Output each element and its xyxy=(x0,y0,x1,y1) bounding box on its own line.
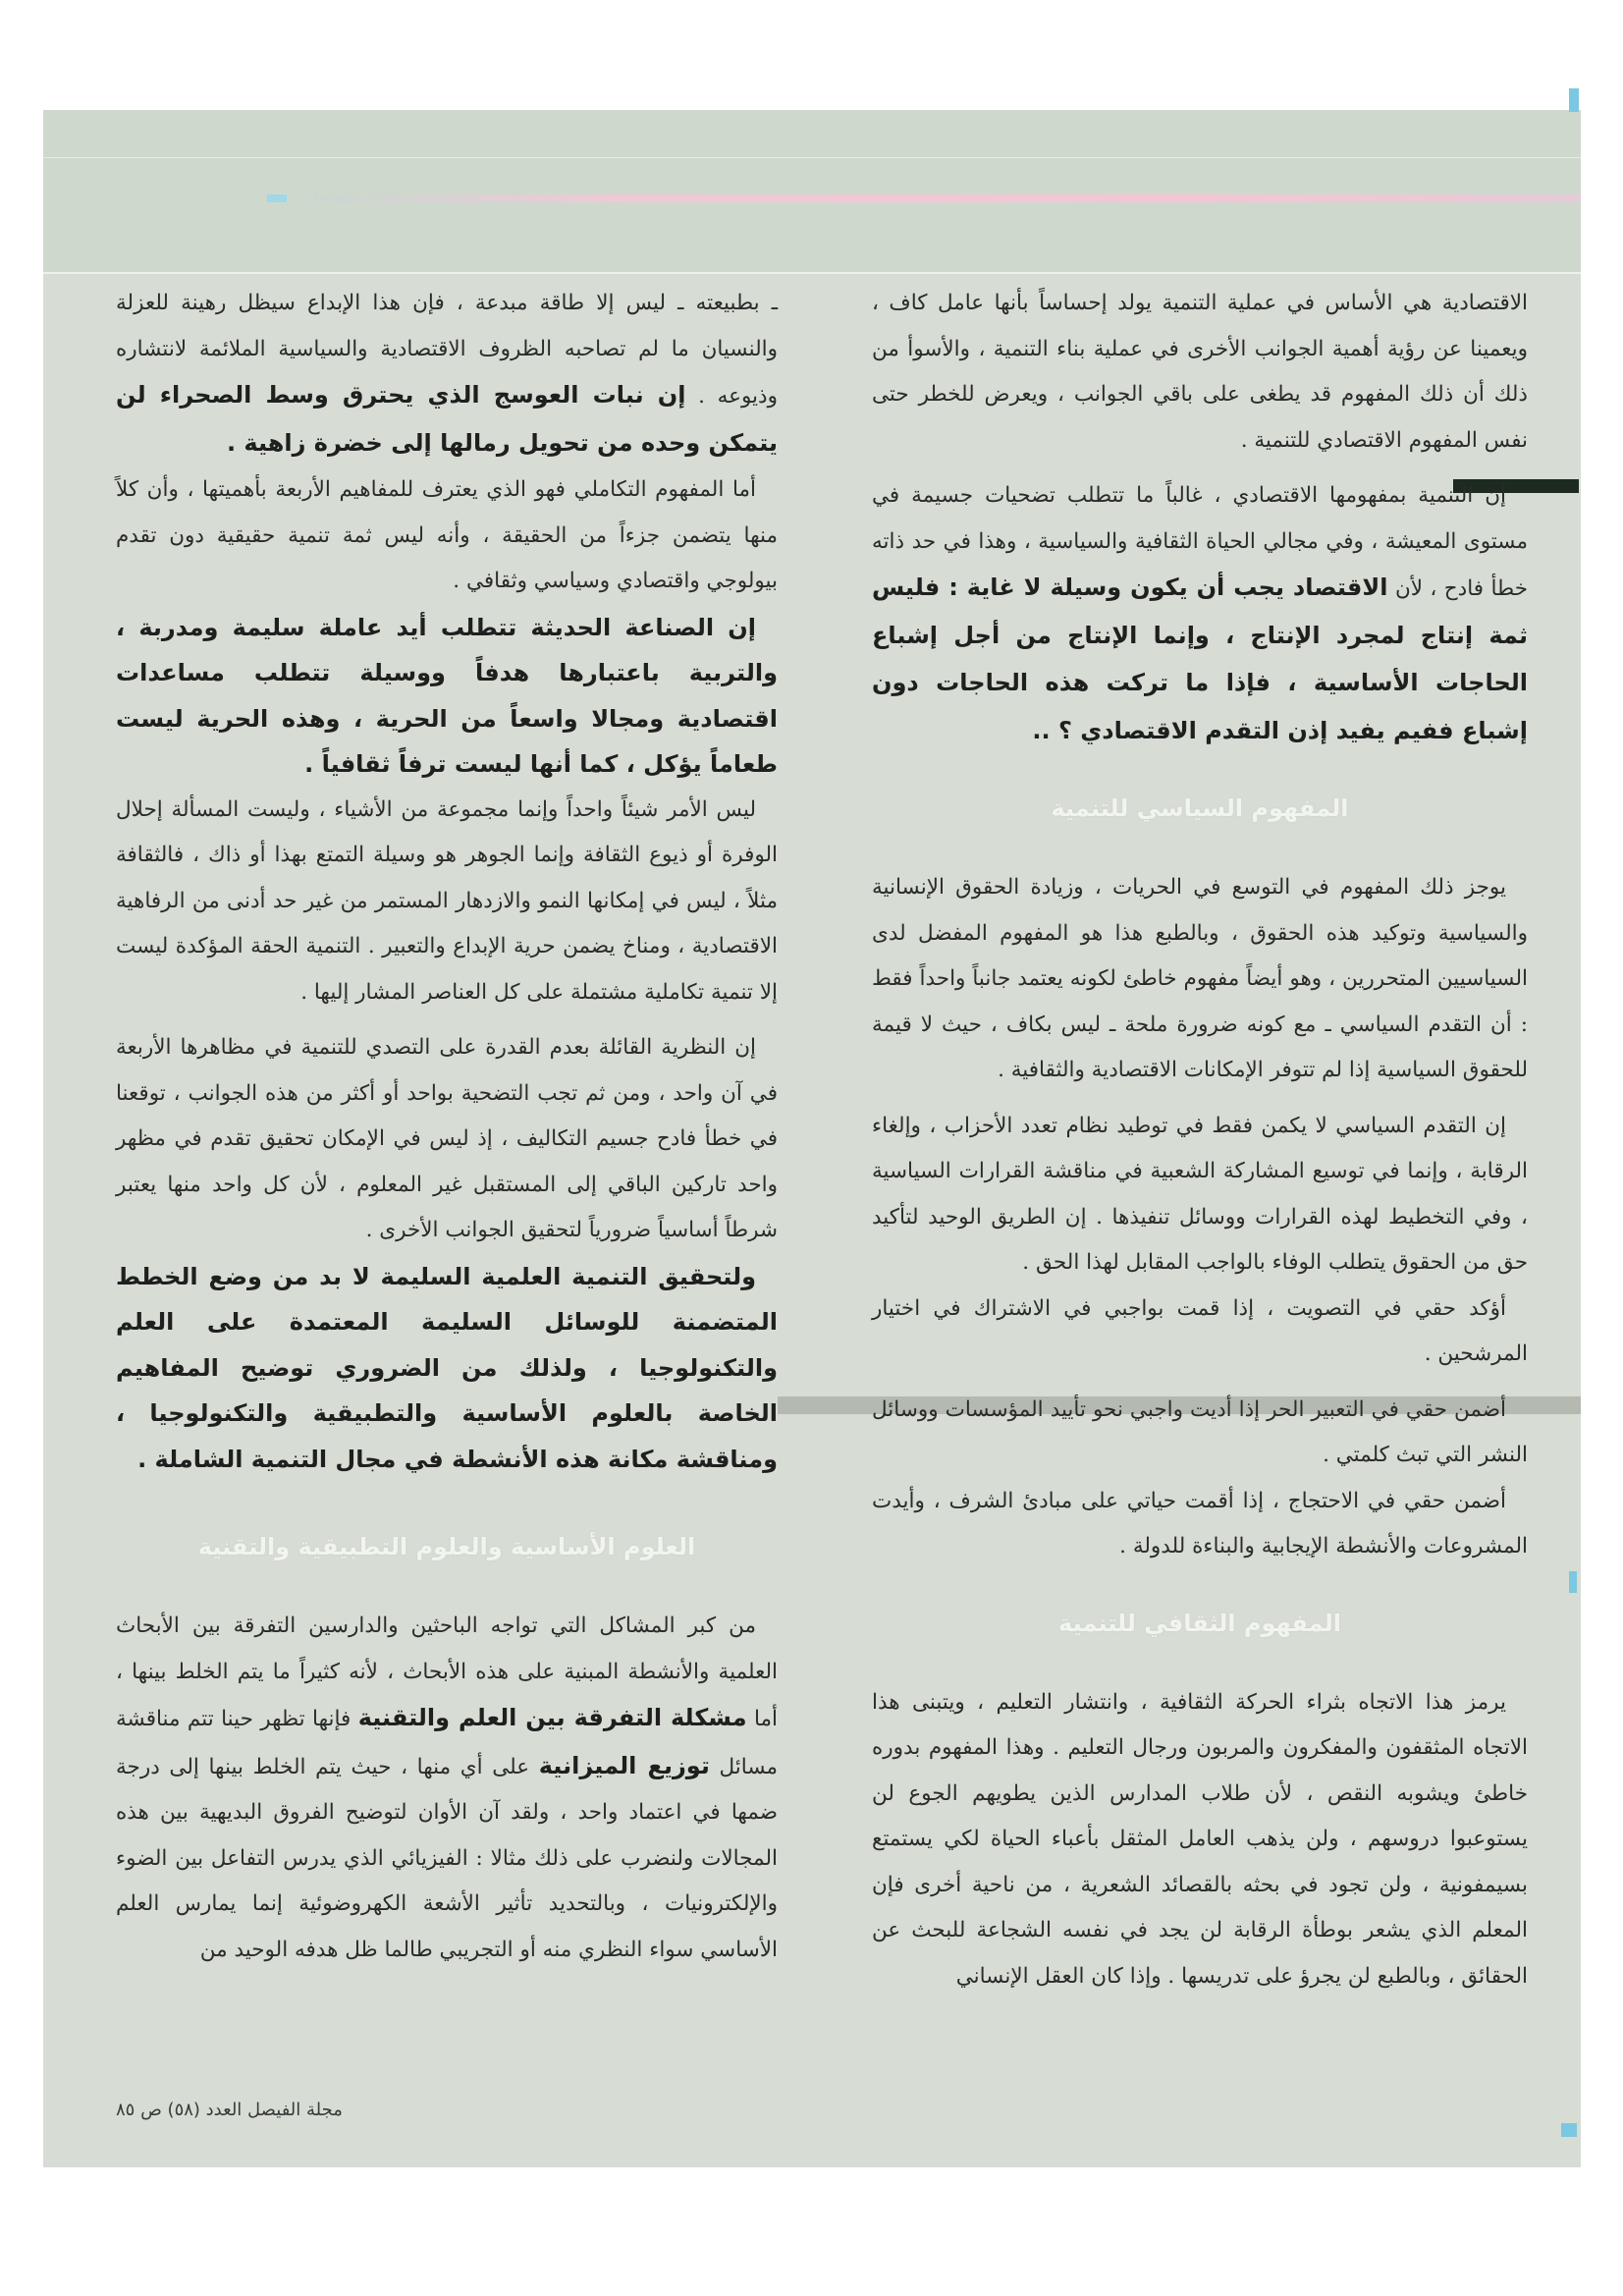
section-heading: المفهوم الثقافي للتنمية xyxy=(1058,1609,1341,1637)
bold-text: إن نبات العوسج الذي يحترق وسط الصحراء لن يتمكن وحده من تحويل رمالها إلى خضرة زاهية . xyxy=(116,381,778,457)
paragraph: إن التنمية بمفهومها الاقتصادي ، غالباً ما تتطلب تضحيات جسيمة في مستوى المعيشة ، وفي مجالي الحياة الثقافية والسياسية ، وهذا في حد ذاته خطأ فادح ، لأن الاقتصاد يجب أن يكون وسيلة لا غاية : فليس ثمة إنتاج لمجرد الإنتاج ، وإنما الإنتاج من أجل إشباع الحاجات الأساسية ، فإذا ما تركت هذه الحاجات دون إشباع ففيم يفيد إذن التقدم الاقتصادي ؟ .. xyxy=(872,483,1528,744)
page-footer: مجلة الفيصل العدد (٥٨) ص ٨٥ xyxy=(116,2100,343,2120)
paragraph: إن النظرية القائلة بعدم القدرة على التصدي للتنمية في مظاهرها الأربعة في آن واحد ، ومن ثم تجب التضحية بواحد أو أكثر من هذه الجوانب ، توقعنا في خطأ فادح جسيم التكاليف ، إذ ليس في الإمكان تحقيق تقدم في مظهر واحد تاركين الباقي إلى المستقبل غير المعلوم ، لأن كل واحد منها يعتبر شرطاً أساسياً ضرورياً لتحقيق الجوانب الأخرى . xyxy=(116,1035,778,1242)
rule-mark xyxy=(267,194,287,202)
paragraph: أضمن حقي في الاحتجاج ، إذا أقمت حياتي على مبادئ الشرف ، وأيدت المشروعات والأنشطة الإيجابية والبناءة للدولة . xyxy=(872,1488,1528,1558)
paragraph: ليس الأمر شيئاً واحداً وإنما مجموعة من الأشياء ، وليست المسألة إحلال الوفرة أو ذيوع الثقافة وإنما الجوهر هو وسيلة التمتع بهذا أو ذاك ، فالثقافة مثلاً ، ليس في إمكانها النمو والازدهار المستمر من غير حد أدنى من الرفاهية الاقتصادية ، ومناخ يضمن حرية الإبداع والتعبير . التنمية الحقة المؤكدة ليست إلا تنمية تكاملية مشتملة على كل العناصر المشار إليها . xyxy=(116,796,778,1005)
bold-text: توزيع الميزانية xyxy=(538,1751,710,1779)
header-line xyxy=(43,157,1581,158)
paragraph: أؤكد حقي في التصويت ، إذا قمت بواجبي في الاشتراك في اختيار المرشحين . xyxy=(872,1295,1528,1366)
header-rule xyxy=(314,194,1581,202)
paragraph: ـ بطبيعته ـ ليس إلا طاقة مبدعة ، فإن هذا الإبداع سيظل رهينة للعزلة والنسيان ما لم تصاحبه الظروف الاقتصادية والسياسية الملائمة لانتشاره وذيوعه . إن نبات العوسج الذي يحترق وسط الصحراء لن يتمكن وحده من تحويل رمالها إلى خضرة زاهية . xyxy=(116,291,778,457)
bold-text: الاقتصاد يجب أن يكون وسيلة لا غاية : فليس ثمة إنتاج لمجرد الإنتاج ، وإنما الإنتاج من أجل إشباع الحاجات الأساسية ، فإذا ما تركت هذه الحاجات دون إشباع ففيم يفيد إذن التقدم الاقتصادي ؟ .. xyxy=(872,574,1528,744)
paragraph: من كبر المشاكل التي تواجه الباحثين والدارسين التفرقة بين الأبحاث العلمية والأنشطة المبنية على هذه الأبحاث ، لأنه كثيراً ما يتم الخلط بينها ، أما مشكلة التفرقة بين العلم والتقنية فإنها تظهر حينا تتم مناقشة مسائل توزيع الميزانية على أي منها ، حيث يتم الخلط بينها إلى درجة ضمها في اعتماد واحد ، ولقد آن الأوان لتوضيح الفروق البديهية بين هذه المجالات ولنضرب على ذلك مثالا : الفيزيائي الذي يدرس التفاعل بين الضوء والإلكترونيات ، وبالتحديد تأثير الأشعة الكهروضوئية إنما يمارس العلم الأساسي سواء النظري منه أو التجريبي طالما ظل هدفه الوحيد من xyxy=(116,1613,779,1962)
bold-text: مشكلة التفرقة بين العلم والتقنية xyxy=(357,1704,747,1731)
bold-paragraph: إن الصناعة الحديثة تتطلب أيد عاملة سليمة ومدربة ، والتربية باعتبارها هدفاً ووسيلة تتطلب مساعدات اقتصادية ومجالا واسعاً من الحرية ، وهذه الحرية ليست طعاماً يؤكل ، كما أنها ليست ترفاً ثقافياً . xyxy=(116,613,778,778)
section-heading: العلوم الأساسية والعلوم التطبيقية والتقنية xyxy=(197,1533,696,1560)
section-heading: المفهوم السياسي للتنمية xyxy=(1051,794,1349,822)
right-column xyxy=(872,281,1528,1999)
paragraph: أضمن حقي في التعبير الحر إذا أديت واجبي نحو تأييد المؤسسات ووسائل النشر التي تبث كلمتي . xyxy=(872,1396,1528,1467)
edge-mark-3 xyxy=(1561,2123,1577,2137)
paragraph: يوجز ذلك المفهوم في التوسع في الحريات ، وزيادة الحقوق الإنسانية والسياسية وتوكيد هذه الحقوق ، وبالطبع هذا هو المفهوم المفضل لدى السياسيين المتحررين ، وهو أيضاً مفهوم خاطئ لكونه يعتمد جانباً واحداً فقط : أن التقدم السياسي ـ مع كونه ضرورة ملحة ـ ليس بكاف ، حيث لا قيمة للحقوق السياسية إذا لم تتوفر الإمكانات الاقتصادية والثقافية . xyxy=(872,875,1528,1082)
paragraph: الاقتصادية هي الأساس في عملية التنمية يولد إحساساً بأنها عامل كاف ، ويعمينا عن رؤية أهمية الجوانب الأخرى في عملية بناء التنمية ، والأسوأ من ذلك أن ذلك المفهوم قد يطغى على باقي الجوانب ، ويعرض للخطر حتى نفس المفهوم الاقتصادي للتنمية . xyxy=(872,291,1528,453)
edge-mark xyxy=(1569,88,1579,112)
paragraph: أما المفهوم التكاملي فهو الذي يعترف للمفاهيم الأربعة بأهميتها ، وأن كلاً منها يتضمن جزءاً من الحقيقة ، وأنه ليس ثمة تنمية حقيقية دون تقدم بيولوجي واقتصادي وسياسي وثقافي . xyxy=(116,477,778,593)
paragraph: إن التقدم السياسي لا يكمن فقط في توطيد نظام تعدد الأحزاب ، وإلغاء الرقابة ، وإنما في توسيع المشاركة الشعبية في مناقشة القرارات السياسية ، وفي التخطيط لهذه القرارات ووسائل تنفيذها . إن الطريق الوحيد لتأكيد حق من الحقوق يتطلب الوفاء بالواجب المقابل لهذا الحق . xyxy=(872,1113,1528,1275)
paragraph: يرمز هذا الاتجاه بثراء الحركة الثقافية ، وانتشار التعليم ، ويتبنى هذا الاتجاه المثقفون والمفكرون والمربون ورجال التعليم . وهذا المفهوم بدوره خاطئ ويشوبه النقص ، لأن طلاب المدارس الذين يطويهم الجوع لن يستوعبوا دروسهم ، ولن يذهب العامل المثقل بأعباء الحياة لكي يستمتع بسيمفونية ، ولن تجود في بحثه بالقصائد الشعرية ، من ناحية أخرى فإن المعلم الذي يشعر بوطأة الرقابة لن يجد في نفسه الشجاعة للبحث عن الحقائق ، وبالطبع لن يجرؤ على تدريسها . وإذا كان العقل الإنساني xyxy=(872,1689,1528,1989)
edge-mark-2 xyxy=(1569,1571,1577,1593)
left-column xyxy=(116,281,778,1973)
bold-paragraph: ولتحقيق التنمية العلمية السليمة لا بد من وضع الخطط المتضمنة للوسائل السليمة المعتمدة على العلم والتكنولوجيا ، ولذلك من الضروري توضيح المفاهيم الخاصة بالعلوم الأساسية والتطبيقية والتكنولوجيا ، ومناقشة مكانة هذه الأنشطة في مجال التنمية الشاملة . xyxy=(116,1262,778,1473)
header-band xyxy=(43,110,1581,274)
